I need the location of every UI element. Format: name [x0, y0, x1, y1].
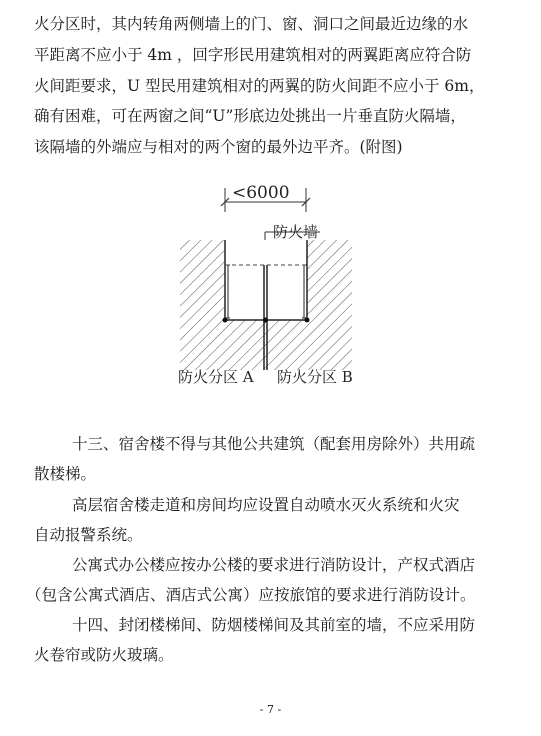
text-line: 火分区时，其内转角两侧墙上的门、窗、洞口之间最近边缘的水 [34, 15, 469, 33]
wall-label: 防火墙 [273, 223, 319, 241]
diagram-drawing [170, 180, 370, 385]
zone-a-label: 防火分区 A [178, 368, 254, 386]
fire-wall-diagram [170, 180, 370, 385]
text-line: 自动报警系统。 [34, 526, 143, 544]
text-line: 散楼梯。 [34, 465, 97, 483]
text-line: 平距离不应小于 4m ，回字形民用建筑相对的两翼距离应符合防 [34, 46, 472, 64]
text-line: 火间距要求，U 型民用建筑相对的两翼的防火间距不应小于 6m， [34, 77, 485, 95]
text-line: 火卷帘或防火玻璃。 [34, 646, 174, 664]
text-line: （包含公寓式酒店、酒店式公寓）应按旅馆的要求进行消防设计。 [26, 586, 476, 604]
dimension-label: <6000 [232, 183, 290, 203]
text-line: 高层宿舍楼走道和房间均应设置自动喷水灭火系统和火灾 [72, 496, 460, 514]
text-line: 十四、封闭楼梯间、防烟楼梯间及其前室的墙，不应采用防 [72, 616, 476, 634]
text-line: 公寓式办公楼应按办公楼的要求进行消防设计，产权式酒店 [72, 556, 476, 574]
page-number: - 7 - [259, 703, 282, 716]
text-line: 确有困难，可在两窗之间“U”形底边处挑出一片垂直防火隔墙， [34, 107, 466, 125]
zone-b-label: 防火分区 B [277, 368, 353, 386]
text-line: 十三、宿舍楼不得与其他公共建筑（配套用房除外）共用疏 [72, 435, 476, 453]
text-line: 该隔墙的外端应与相对的两个窗的最外边平齐。(附图) [34, 138, 403, 156]
